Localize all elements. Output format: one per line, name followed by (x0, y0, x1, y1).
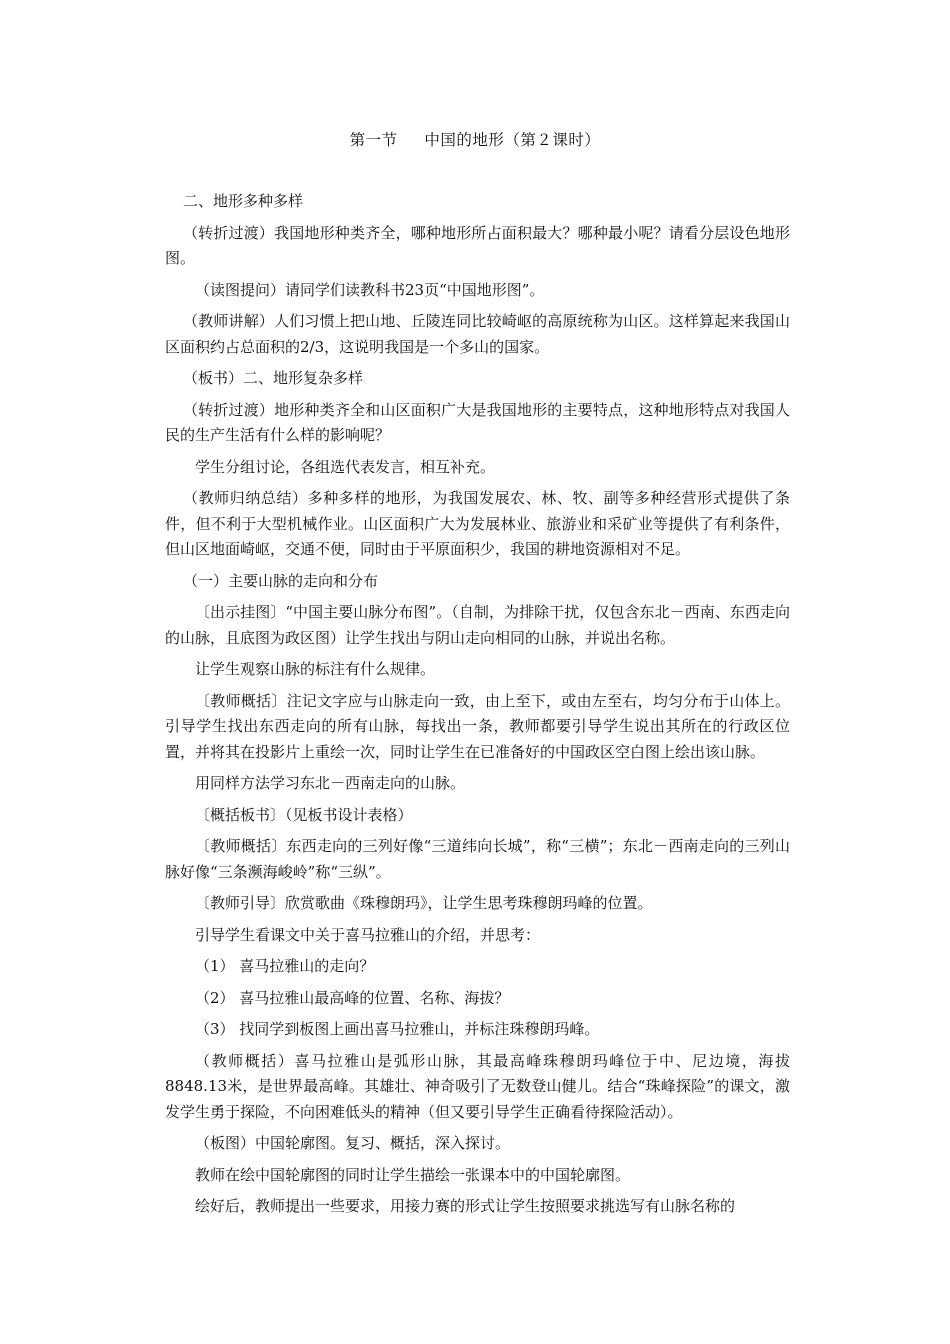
paragraph: （板书）二、地形复杂多样 (183, 369, 364, 387)
paragraph: 学生分组讨论，各组选代表发言，相互补充。 (195, 457, 496, 476)
document-title: 第一节 中国的地形（第２课时） (349, 131, 601, 149)
paragraph: 让学生观察山脉的标注有什么规律。 (195, 660, 436, 678)
list-item: （1） 喜马拉雅山的走向？ (195, 957, 375, 975)
paragraph: （教师归纳总结）多种多样的地形，为我国发展农、林、牧、副等多种经营形式提供了条件，但不利于大型机械作业。山区面积广大为发展林业、旅游业和采矿业等提供了有利条件，但山区地面崎岖，交通不便，同时由于平原面积少，我国的耕地资源相对不足。 (165, 489, 790, 558)
paragraph: 教师在绘中国轮廓图的同时让学生描绘一张课本中的中国轮廓图。 (195, 1165, 631, 1184)
paragraph: 〔教师概括〕东西走向的三列好像“三道纬向长城”，称“三横”；东北－西南走向的三列山脉好像“三条濒海峻岭”称“三纵”。 (165, 837, 790, 881)
document-body (165, 189, 790, 1226)
list-item: （3） 找同学到板图上画出喜马拉雅山，并标注珠穆朗玛峰。 (195, 1020, 600, 1038)
paragraph: 〔概括板书〕（见板书设计表格） (195, 805, 413, 824)
paragraph: 〔出示挂图〕“中国主要山脉分布图”。（自制，为排除干扰，仅包含东北－西南、东西走向的山脉，且底图为政区图）让学生找出与阴山走向相同的山脉，并说出名称。 (165, 603, 790, 647)
paragraph: 绘好后，教师提出一些要求，用接力赛的形式让学生按照要求挑选写有山脉名称的 (195, 1197, 736, 1215)
paragraph: （教师概括）喜马拉雅山是弧形山脉，其最高峰珠穆朗玛峰位于中、尼边境，海拔8848.13米，是世界最高峰。其雄壮、神奇吸引了无数登山健儿。结合“珠峰探险”的课文，激发学生勇于探险，不向困难低头的精神（但又要引导学生正确看待探险活动）。 (165, 1051, 790, 1121)
section-heading: 二、地形多种多样 (183, 192, 304, 210)
paragraph: 〔教师概括〕注记文字应与山脉走向一致，由上至下，或由左至右，均匀分布于山体上。引导学生找出东西走向的所有山脉，每找出一条，教师都要引导学生说出其所在的行政区位置，并将其在投影片上重绘一次，同时让学生在已准备好的中国政区空白图上绘出该山脉。 (165, 691, 790, 761)
paragraph: （教师讲解）人们习惯上把山地、丘陵连同比较崎岖的高原统称为山区。这样算起来我国山区面积约占总面积的2/3，这说明我国是一个多山的国家。 (165, 312, 790, 356)
paragraph: （转折过渡）我国地形种类齐全，哪种地形所占面积最大？哪种最小呢？请看分层设色地形图。 (165, 223, 790, 267)
paragraph: 引导学生看课文中关于喜马拉雅山的介绍，并思考： (195, 925, 541, 944)
paragraph: 用同样方法学习东北－西南走向的山脉。 (195, 774, 466, 792)
paragraph: （板图）中国轮廓图。复习、概括，深入探讨。 (195, 1134, 511, 1152)
list-item: （2） 喜马拉雅山最高峰的位置、名称、海拔？ (195, 988, 510, 1007)
paragraph: （读图提问）请同学们读教科书23页“中国地形图”。 (195, 280, 545, 299)
paragraph: （转折过渡）地形种类齐全和山区面积广大是我国地形的主要特点，这种地形特点对我国人民的生产生活有什么样的影响呢？ (165, 400, 790, 444)
section-heading: （一）主要山脉的走向和分布 (183, 571, 379, 590)
paragraph: 〔教师引导〕欣赏歌曲《珠穆朗玛》，让学生思考珠穆朗玛峰的位置。 (195, 894, 653, 912)
